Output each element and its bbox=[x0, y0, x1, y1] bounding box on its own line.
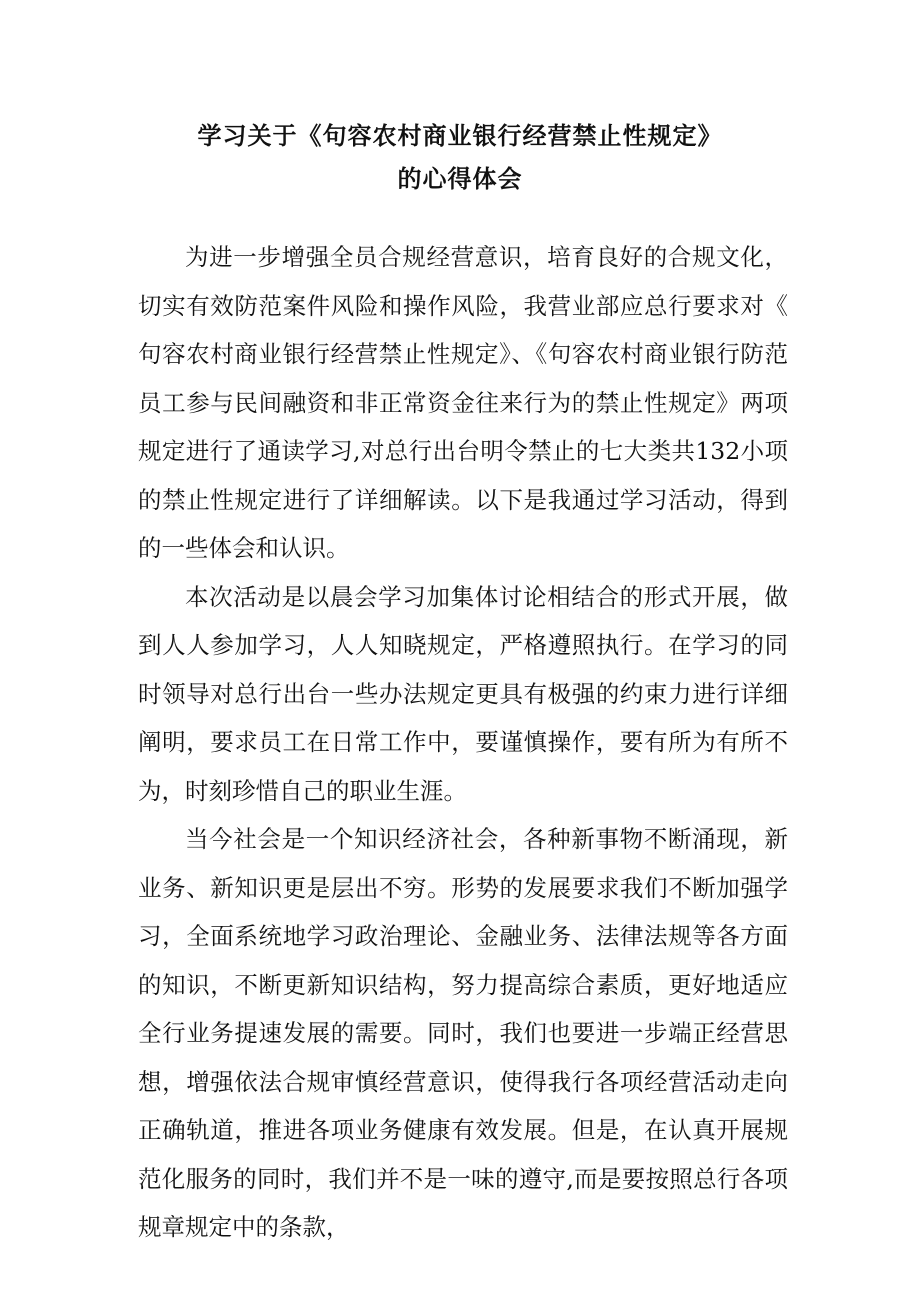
document-title-line-1: 学习关于《句容农村商业银行经营禁止性规定》 bbox=[197, 122, 723, 150]
paragraph-2: 本次活动是以晨会学习加集体讨论相结合的形式开展，做到人人参加学习，人人知晓规定，严格遵照执行。在学习的同时领导对总行出台一些办法规定更具有极强的约束力进行详细阐明，要求员工在日常工作中，要谨慎操作，要有所为有所不为，时刻珍惜自己的职业生涯。 bbox=[138, 582, 788, 805]
paragraph-1: 为进一步增强全员合规经营意识，培育良好的合规文化，切实有效防范案件风险和操作风险，我营业部应总行要求对《句容农村商业银行经营禁止性规定》、《句容农村商业银行防范员工参与民间融资和非正常资金往来行为的禁止性规定》两项规定进行了通读学习,对总行出台明令禁止的七大类共132小项的禁止性规定进行了详细解读。以下是我通过学习活动，得到的一些体会和认识。 bbox=[138, 243, 788, 562]
document-title-line-2: 的心得体会 bbox=[397, 165, 523, 193]
paragraph-3: 当今社会是一个知识经济社会，各种新事物不断涌现，新业务、新知识更是层出不穷。形势的发展要求我们不断加强学习，全面系统地学习政治理论、金融业务、法律法规等各方面的知识，不断更新知识结构，努力提高综合素质，更好地适应全行业务提速发展的需要。同时，我们也要进一步端正经营思想，增强依法合规审慎经营意识，使得我行各项经营活动走向正确轨道，推进各项业务健康有效发展。但是，在认真开展规范化服务的同时，我们并不是一味的遵守,而是要按照总行各项规章规定中的条款， bbox=[138, 825, 788, 1241]
document-body bbox=[138, 233, 788, 1252]
